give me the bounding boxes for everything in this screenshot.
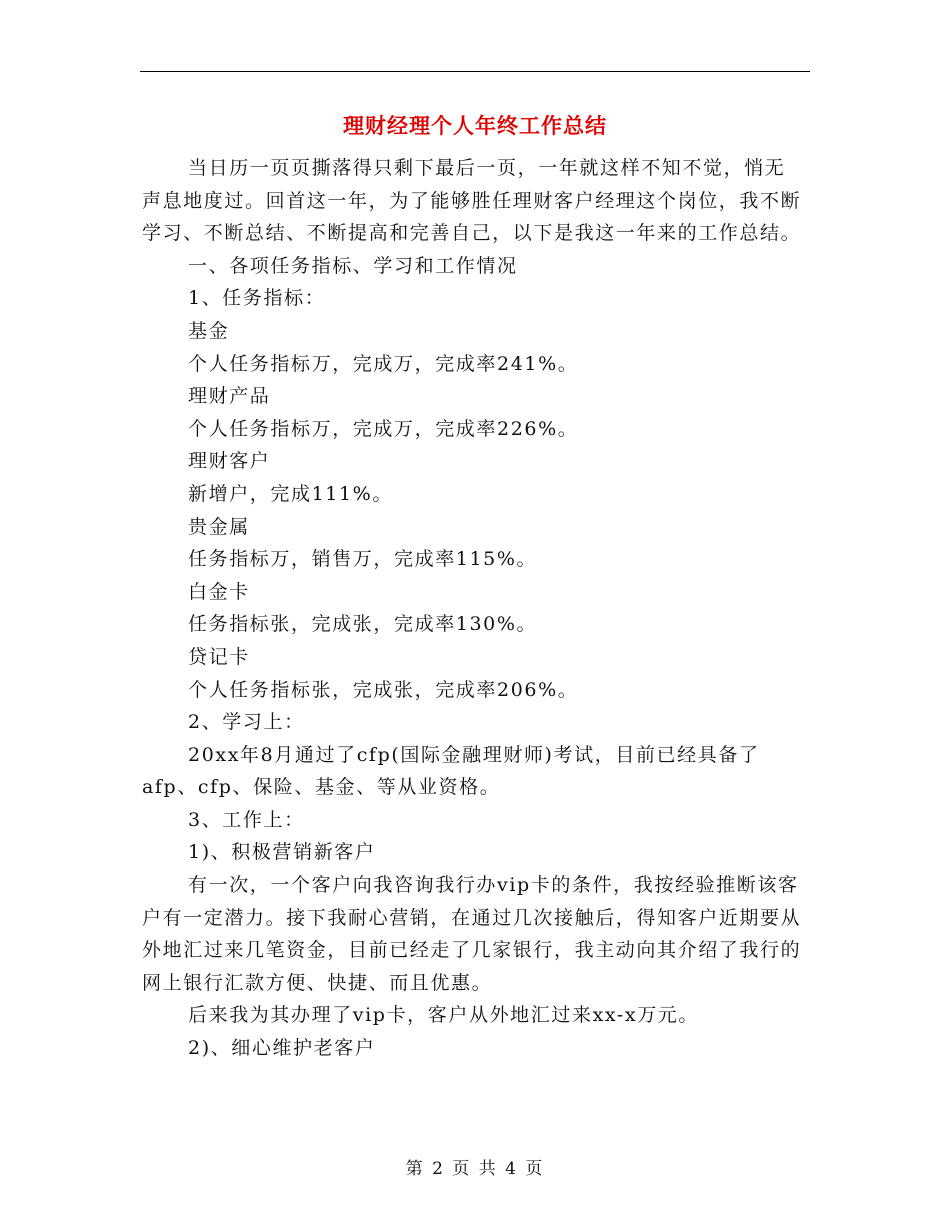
item-label-fund: 基金 [188,319,230,342]
work-item-heading-2: 2)、细心维护老客户 [188,1037,376,1060]
item-text-credit-card: 个人任务指标张，完成张，完成率206%。 [188,678,579,701]
item-label-platinum-card: 白金卡 [188,580,250,603]
work-item-heading-1: 1)、积极营销新客户 [188,841,376,864]
item-text-platinum-card: 任务指标张，完成张，完成率130%。 [188,613,538,636]
item-text-wealth-products: 个人任务指标万，完成万，完成率226%。 [188,417,579,440]
item-label-wealth-products: 理财产品 [188,385,271,408]
study-paragraph: 20xx年8月通过了cfp(国际金融理财师)考试，目前已经具备了afp、cfp、保险、基金、等从业资格。 [142,743,760,799]
work-paragraph-1: 有一次，一个客户向我咨询我行办vip卡的条件，我按经验推断该客户有一定潜力。接下我耐心营销，在通过几次接触后，得知客户近期要从外地汇过来几笔资金，目前已经走了几家银行，我主动向其介绍了我行的网上银行汇款方便、快捷、而且优惠。 [142,874,802,994]
subsection-heading-work: 3、工作上： [188,808,305,831]
header-rule [140,71,810,72]
subsection-heading-tasks: 1、任务指标： [188,287,326,310]
item-text-fund: 个人任务指标万，完成万，完成率241%。 [188,352,579,375]
item-text-wealth-clients: 新增户，完成111%。 [188,482,393,505]
work-paragraph-2: 后来我为其办理了vip卡，客户从外地汇过来xx-x万元。 [188,1004,700,1027]
page-number-footer: 第 2 页 共 4 页 [405,1159,545,1179]
intro-paragraph: 当日历一页页撕落得只剩下最后一页，一年就这样不知不觉，悄无声息地度过。回首这一年，为了能够胜任理财客户经理这个岗位，我不断学习、不断总结、不断提高和完善自己，以下是我这一年来的工作总结。 [142,157,802,245]
item-label-wealth-clients: 理财客户 [188,450,271,473]
subsection-heading-study: 2、学习上： [188,711,305,734]
document-body [142,152,802,1065]
document-title: 理财经理个人年终工作总结 [343,114,607,138]
section-heading-1: 一、各项任务指标、学习和工作情况 [188,254,518,277]
item-label-credit-card: 贷记卡 [188,645,250,668]
item-text-precious-metals: 任务指标万，销售万，完成率115%。 [188,548,538,571]
item-label-precious-metals: 贵金属 [188,515,250,538]
